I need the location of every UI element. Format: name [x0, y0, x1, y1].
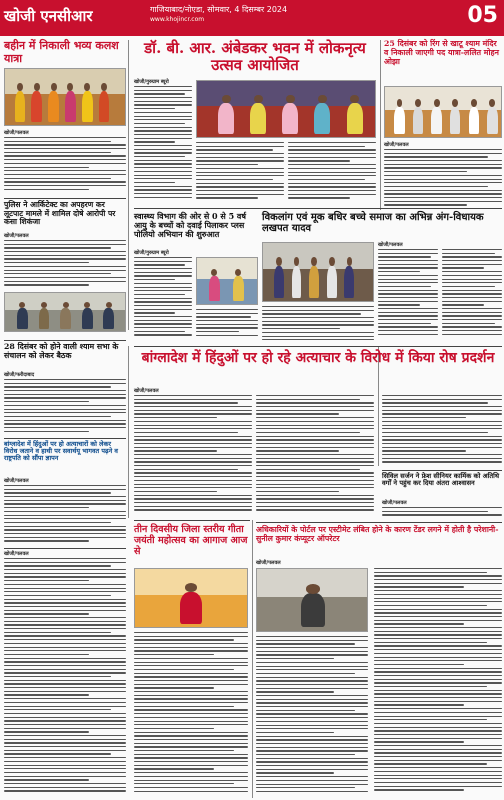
dateline-meeting: खोजी/फरीदाबाद: [4, 372, 35, 378]
photo-folk-dance-event: [196, 80, 376, 138]
headline-police: पुलिस ने आर्किटेक्ट का अपहरण कर लूटपाट मामले में शामिल दोषे आरोपी पर कसा शिकंजा: [4, 200, 116, 226]
issue-line: गाजियाबाद/नोएडा, सोमवार, 4 दिसम्बर 2024: [150, 5, 288, 14]
body-vikalang-col1: [262, 306, 374, 344]
body-meeting: [4, 379, 126, 435]
photo-ring-meeting: [384, 86, 502, 138]
headline-adhikari: अधिकारियों के पोर्टल पर एस्टीमेट लंबित होने के कारण टेंडर लगने में होती है परेशानी-सुनील कुमार कंप्यूटर ऑपरेटर: [256, 525, 499, 543]
body-adhikari-col1: [256, 636, 368, 798]
headline-vikalang: विकलांग एवं मूक बधिर बच्चे समाज का अभिन्न अंग-विधायक लखपत यादव: [262, 212, 484, 235]
headline-meeting: 28 दिसंबर को होने वाली श्याम सभा के संचालन को लेकर बैठक: [4, 342, 119, 360]
rule: [4, 548, 126, 549]
body-swasthya-col2: [196, 309, 258, 341]
body-bangladesh-col1: [134, 395, 252, 517]
photo-vikalang-event: [262, 242, 374, 302]
page-number: 05: [467, 3, 498, 28]
photo-geeta-jayanti-poster: [134, 568, 248, 628]
body-hindu-mandir: [4, 485, 126, 545]
dateline-bangladesh: खोजी/पलवल: [134, 388, 159, 394]
headline-swasthya: स्वास्थ्य विभाग की ओर से 0 से 5 वर्ष आयु के बच्चों को दवाई पिलाकर प्लस पोलियो अभियान की शुरुआत: [134, 211, 247, 239]
dateline-geeta: खोजी/पलवल: [4, 551, 29, 557]
body-bangladesh-col3: [382, 395, 502, 467]
column-divider: [128, 40, 129, 330]
body-civil: [382, 507, 502, 519]
dateline-kalash: खोजी/पलवल: [4, 130, 29, 136]
dateline-adhikari: खोजी/पलवल: [256, 560, 281, 566]
rule: [4, 340, 126, 341]
paper-name: खोजी एनसीआर: [4, 7, 93, 25]
headline-civil: सिविल सर्जन ने फ्रेश सीनियर कार्मिक को अतिथि वर्गों ने पहुंच कर दिया अंतरा आश्वासन: [382, 472, 500, 488]
body-adhikari-col2: [374, 568, 502, 798]
dateline-ring: खोजी/पलवल: [384, 142, 409, 148]
body-geeta-col2: [134, 632, 248, 798]
rule: [4, 198, 126, 199]
dateline-hindu-mandir: खोजी/पलवल: [4, 478, 29, 484]
photo-kalash-yatra: [4, 68, 126, 126]
headline-ambedkar: डॉ. बी. आर. अंबेडकर भवन में लोकनृत्य उत्सव आयोजित: [144, 39, 366, 75]
dateline-swasthya: खोजी/गुरुग्राम ब्यूरो: [134, 250, 169, 256]
body-ring: [384, 149, 502, 209]
headline-ring: 25 दिसंबर को रिंग से खाटू श्याम मंदिर व निकाली जाएगी पद यात्रा-ललित मोहन ओझा: [384, 39, 499, 66]
body-geeta-col1: [4, 558, 126, 798]
body-bangladesh-col2: [256, 395, 374, 517]
headline-hindu-mandir: बांग्लादेश में हिंदुओं पर हो अत्याचारों को लेकर विरोध जताने व हाथी पर सवार्थयू भागवत पढ़ने व राष्ट्रपति को सौंपा ज्ञापन: [4, 440, 118, 463]
masthead: [0, 0, 504, 36]
body-vikalang-col2: [378, 249, 438, 343]
dateline-police: खोजी/पलवल: [4, 233, 29, 239]
rule: [4, 438, 126, 439]
rule: [134, 346, 502, 347]
rule: [256, 522, 502, 523]
dateline-ambedkar: खोजी/गुरुग्राम ब्यूरो: [134, 79, 169, 85]
column-divider: [252, 520, 253, 798]
dateline-civil: खोजी/पलवल: [382, 500, 407, 506]
photo-polio-drops: [196, 257, 258, 305]
dateline-vikalang: खोजी/पलवल: [378, 242, 403, 248]
body-swasthya-col1: [134, 257, 192, 341]
rule: [382, 470, 502, 471]
headline-geeta: तीन दिवसीय जिला स्तरीय गीता जयंती महोत्सव का आगाज आज से: [134, 524, 248, 558]
headline-kalash: बहीन में निकाली भव्य कलश यात्रा: [4, 39, 119, 65]
column-divider: [128, 346, 129, 518]
photo-computer-operator: [256, 568, 368, 632]
body-vikalang-col3: [442, 249, 502, 343]
body-ambedkar-col2: [196, 142, 284, 204]
rule: [134, 520, 250, 521]
body-ambedkar-col1: [134, 86, 192, 204]
rule: [134, 208, 502, 209]
photo-police-accused: [4, 292, 126, 332]
body-police: [4, 240, 126, 290]
body-ambedkar-col3: [288, 142, 376, 204]
headline-bangladesh: बांग्लादेश में हिंदुओं पर हो रहे अत्याचार के विरोध में किया रोष प्रदर्शन: [141, 350, 495, 366]
sub-line: www.khojincr.com: [150, 16, 205, 23]
column-divider: [380, 40, 381, 210]
body-kalash: [4, 137, 126, 195]
